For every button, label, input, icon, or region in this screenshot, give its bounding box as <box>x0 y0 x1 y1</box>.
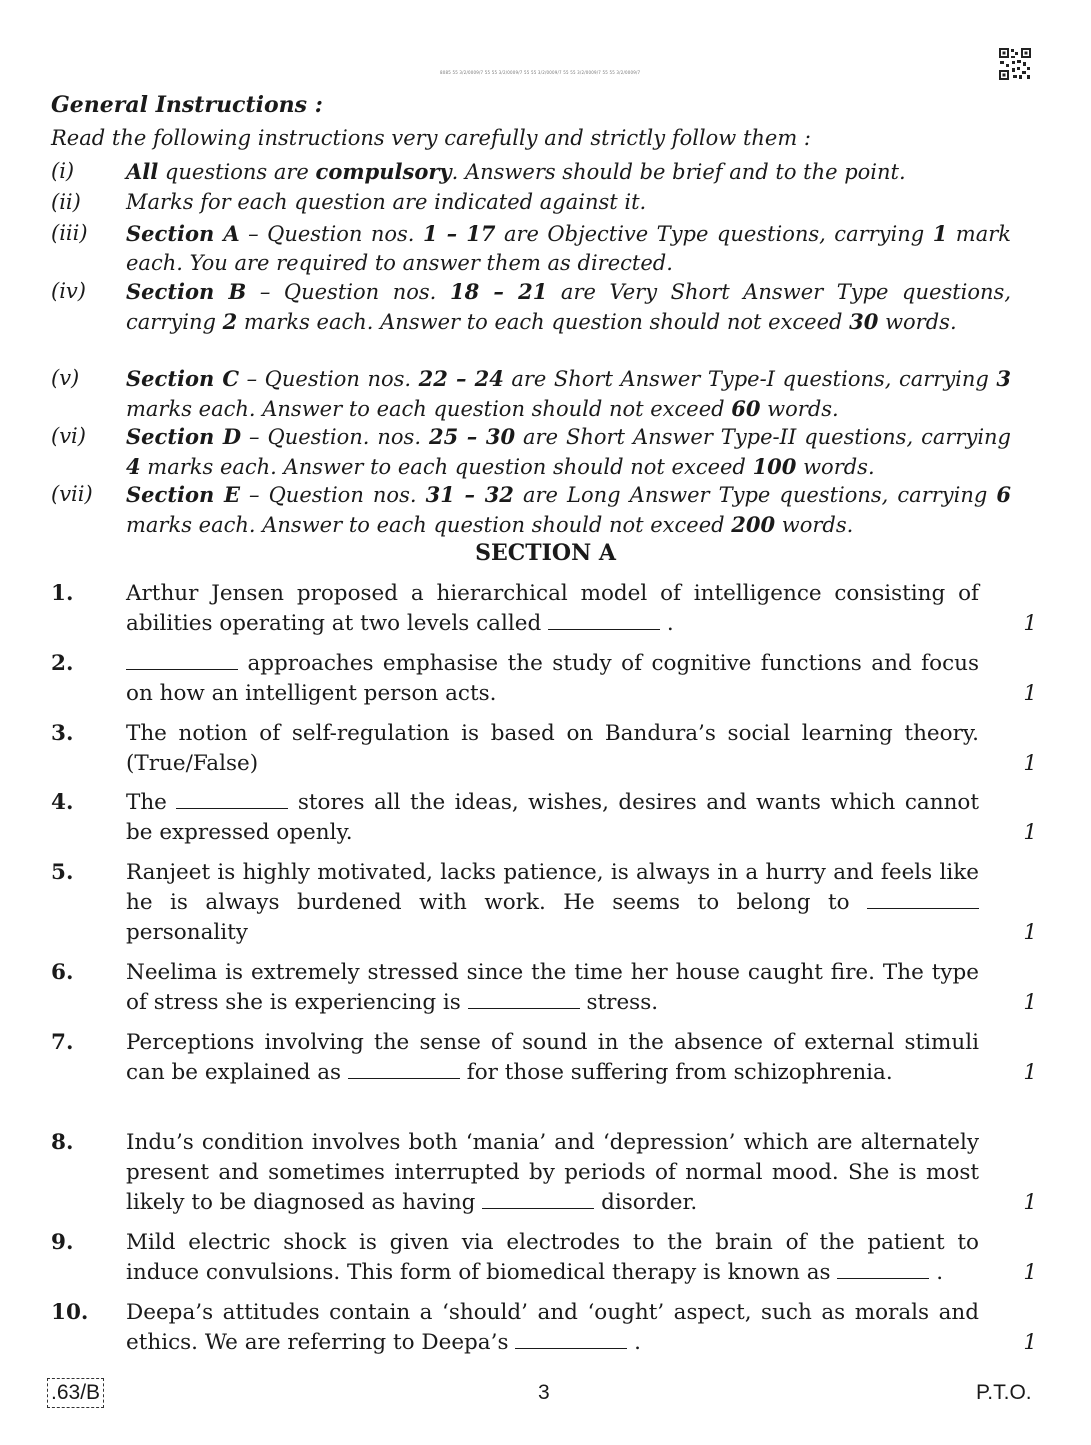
question-marks: 1 <box>1023 1260 1037 1285</box>
question-text <box>126 1028 979 1088</box>
text-run: personality <box>126 920 248 945</box>
text-run: marks each. Answer to each question should not exceed <box>126 513 732 537</box>
bold-text: Section D <box>126 424 242 449</box>
text-run: Indu’s condition involves both ‘mania’ and ‘depression’ which are alternately present and sometimes interrupted by periods of normal mood. She is most likely to be diagnosed as having <box>126 1130 979 1215</box>
text-run: Mild electric shock is given via electrodes to the brain of the patient to induce convulsions. This form of biomedical therapy is known as <box>126 1230 979 1285</box>
instruction-item: (v) Section C – Question nos. 22 – 24 are Short Answer Type-I questions, carrying 3 marks each. Answer to each question should not exceed 60 words. <box>51 366 1012 421</box>
instruction-item: (i) All questions are compulsory. Answers should be brief and to the point. <box>51 159 906 184</box>
question-number: 4. <box>51 790 74 815</box>
bold-text: 22 – 24 <box>418 366 504 391</box>
bold-text: 100 <box>752 454 797 479</box>
question-text <box>126 1228 979 1288</box>
question-text <box>126 788 979 848</box>
text-run: are Short Answer Type-II questions, carrying <box>515 425 1011 449</box>
bold-text: 2 <box>222 309 238 334</box>
text-run: marks each. Answer to each question should not exceed <box>140 455 753 479</box>
instruction-item: (vi) Section D – Question. nos. 25 – 30 are Short Answer Type-II questions, carrying 4 marks each. Answer to each question should not exceed 100 words. <box>51 424 1011 479</box>
bold-text: 3 <box>996 366 1012 391</box>
text-run: are Short Answer Type-I questions, carrying <box>503 367 997 391</box>
text-run: approaches emphasise the study of cognitive functions and focus on how an intelligent person acts. <box>126 651 979 706</box>
question-item <box>51 788 1041 848</box>
instruction-item: (ii) Marks for each question are indicated against it. <box>51 190 647 214</box>
question-number: 1. <box>51 581 74 606</box>
question-text <box>126 958 979 1018</box>
question-item <box>51 858 1041 948</box>
question-number: 9. <box>51 1230 74 1255</box>
text-run: Perceptions involving the sense of sound in the absence of external stimuli can be explained as <box>126 1030 979 1085</box>
instruction-item: (vii) Section E – Question nos. 31 – 32 are Long Answer Type questions, carrying 6 marks each. Answer to each question should not exceed 200 words. <box>51 482 1012 537</box>
text-run: stress. <box>579 990 659 1015</box>
question-number: 3. <box>51 721 74 746</box>
answer-blank <box>837 1260 929 1279</box>
text-run: disorder. <box>594 1190 698 1215</box>
bold-text: Section A <box>126 221 240 246</box>
section-title: SECTION A <box>475 540 616 566</box>
question-marks: 1 <box>1023 611 1037 636</box>
bold-text: 31 – 32 <box>425 482 514 507</box>
text-run: The notion of self-regulation is based on Bandura’s social learning theory. (True/False) <box>126 721 979 776</box>
bold-text: Section B <box>126 279 247 304</box>
answer-blank <box>548 611 660 630</box>
question-item <box>51 1028 1041 1088</box>
text-run: marks each. Answer to each question should not exceed <box>126 397 732 421</box>
instructions-intro: Read the following instructions very carefully and strictly follow them : <box>51 126 811 150</box>
bold-text: Section C <box>126 366 240 391</box>
text-run: for those suffering from schizophrenia. <box>459 1060 893 1085</box>
question-text <box>126 1298 979 1358</box>
question-number: 8. <box>51 1130 74 1155</box>
bold-text: 60 <box>731 396 761 421</box>
bold-text: 1 <box>932 221 948 246</box>
question-item <box>51 649 1041 709</box>
security-watermark: 8085 55 3/2/0009/7 55 55 3/2/0009/7 55 55 3/2/0009/7 55 55 3/2/0009/7 55 55 3/2/0009/7 <box>440 70 641 75</box>
bold-text: Section E <box>126 482 240 507</box>
text-run: . <box>660 611 674 636</box>
text-run: Marks for each question are indicated against it. <box>126 190 647 214</box>
answer-blank <box>468 990 580 1009</box>
question-marks: 1 <box>1023 1330 1037 1355</box>
text-run: are Long Answer Type questions, carrying <box>513 483 997 507</box>
text-run: marks each. Answer to each question should not exceed <box>237 310 850 334</box>
text-run: . Answers should be brief and to the point. <box>451 160 906 184</box>
question-text <box>126 579 979 639</box>
text-run: Deepa’s attitudes contain a ‘should’ and ‘ought’ aspect, such as morals and ethics. We are referring to Deepa’s <box>126 1300 979 1355</box>
answer-blank <box>867 890 979 909</box>
text-run: are Objective Type questions, carrying <box>495 222 933 246</box>
text-run: – Question. nos. <box>241 425 429 449</box>
text-run: – Question nos. <box>246 280 450 304</box>
text-run: questions are <box>158 160 316 184</box>
answer-blank <box>126 651 238 670</box>
question-marks: 1 <box>1023 1060 1037 1085</box>
bold-text: 6 <box>996 482 1012 507</box>
page-number: 3 <box>538 1381 550 1404</box>
qr-code-icon <box>998 47 1032 81</box>
text-run: – Question nos. <box>239 222 423 246</box>
question-text <box>126 719 979 779</box>
question-marks: 1 <box>1023 681 1037 706</box>
question-marks: 1 <box>1023 751 1037 776</box>
text-run: words. <box>775 513 854 537</box>
text-run: words. <box>760 397 839 421</box>
bold-text: 18 – 21 <box>449 279 548 304</box>
question-item <box>51 958 1041 1018</box>
question-number: 5. <box>51 860 74 885</box>
text-run: – Question nos. <box>239 483 426 507</box>
question-number: 2. <box>51 651 74 676</box>
text-run: Arthur Jensen proposed a hierarchical model of intelligence consisting of abilities operating at two levels called <box>126 581 979 636</box>
instruction-item: (iv) Section B – Question nos. 18 – 21 are Very Short Answer Type questions, carrying 2 marks each. Answer to each question should not exceed 30 words. <box>51 279 1012 334</box>
question-text <box>126 1128 979 1218</box>
bold-text: All <box>126 159 159 184</box>
text-run: The <box>126 790 177 815</box>
answer-blank <box>482 1190 594 1209</box>
text-run: – Question nos. <box>239 367 419 391</box>
text-run: . <box>627 1330 642 1355</box>
question-item <box>51 1298 1041 1358</box>
question-marks: 1 <box>1023 1190 1037 1215</box>
bold-text: compulsory <box>315 159 452 184</box>
bold-text: 1 – 17 <box>422 221 496 246</box>
question-text <box>126 858 979 948</box>
text-run: are Very Short Answer Type questions, carrying <box>126 280 1012 334</box>
text-run: words. <box>878 310 957 334</box>
answer-blank <box>348 1060 460 1079</box>
bold-text: 30 <box>849 309 879 334</box>
text-run: Ranjeet is highly motivated, lacks patience, is always in a hurry and feels like he is always burdened with work. He seems to belong to <box>126 860 979 915</box>
text-run: words. <box>796 455 875 479</box>
question-item <box>51 579 1041 639</box>
bold-text: 4 <box>126 454 141 479</box>
question-marks: 1 <box>1023 990 1037 1015</box>
please-turn-over: P.T.O. <box>976 1381 1032 1404</box>
answer-blank <box>515 1330 627 1349</box>
question-number: 10. <box>51 1300 89 1325</box>
question-item <box>51 1128 1041 1218</box>
question-marks: 1 <box>1023 820 1037 845</box>
question-text <box>126 649 979 709</box>
question-number: 7. <box>51 1030 74 1055</box>
question-item <box>51 719 1041 779</box>
question-number: 6. <box>51 960 74 985</box>
answer-blank <box>176 790 288 809</box>
instruction-item: (iii) Section A – Question nos. 1 – 17 are Objective Type questions, carrying 1 mark each. You are required to answer them as directed. <box>51 221 1011 275</box>
paper-code: .63/B <box>47 1378 104 1408</box>
text-run: . <box>929 1260 944 1285</box>
question-item <box>51 1228 1041 1288</box>
text-run: stores all the ideas, wishes, desires and wants which cannot be expressed openly. <box>126 790 979 845</box>
text-run: Neelima is extremely stressed since the time her house caught fire. The type of stress she is experiencing is <box>126 960 979 1015</box>
bold-text: 200 <box>731 512 776 537</box>
question-marks: 1 <box>1023 920 1037 945</box>
bold-text: 25 – 30 <box>428 424 516 449</box>
text-run: mark each. You are required to answer them as directed. <box>126 222 1011 275</box>
instructions-title: General Instructions : <box>51 92 323 118</box>
